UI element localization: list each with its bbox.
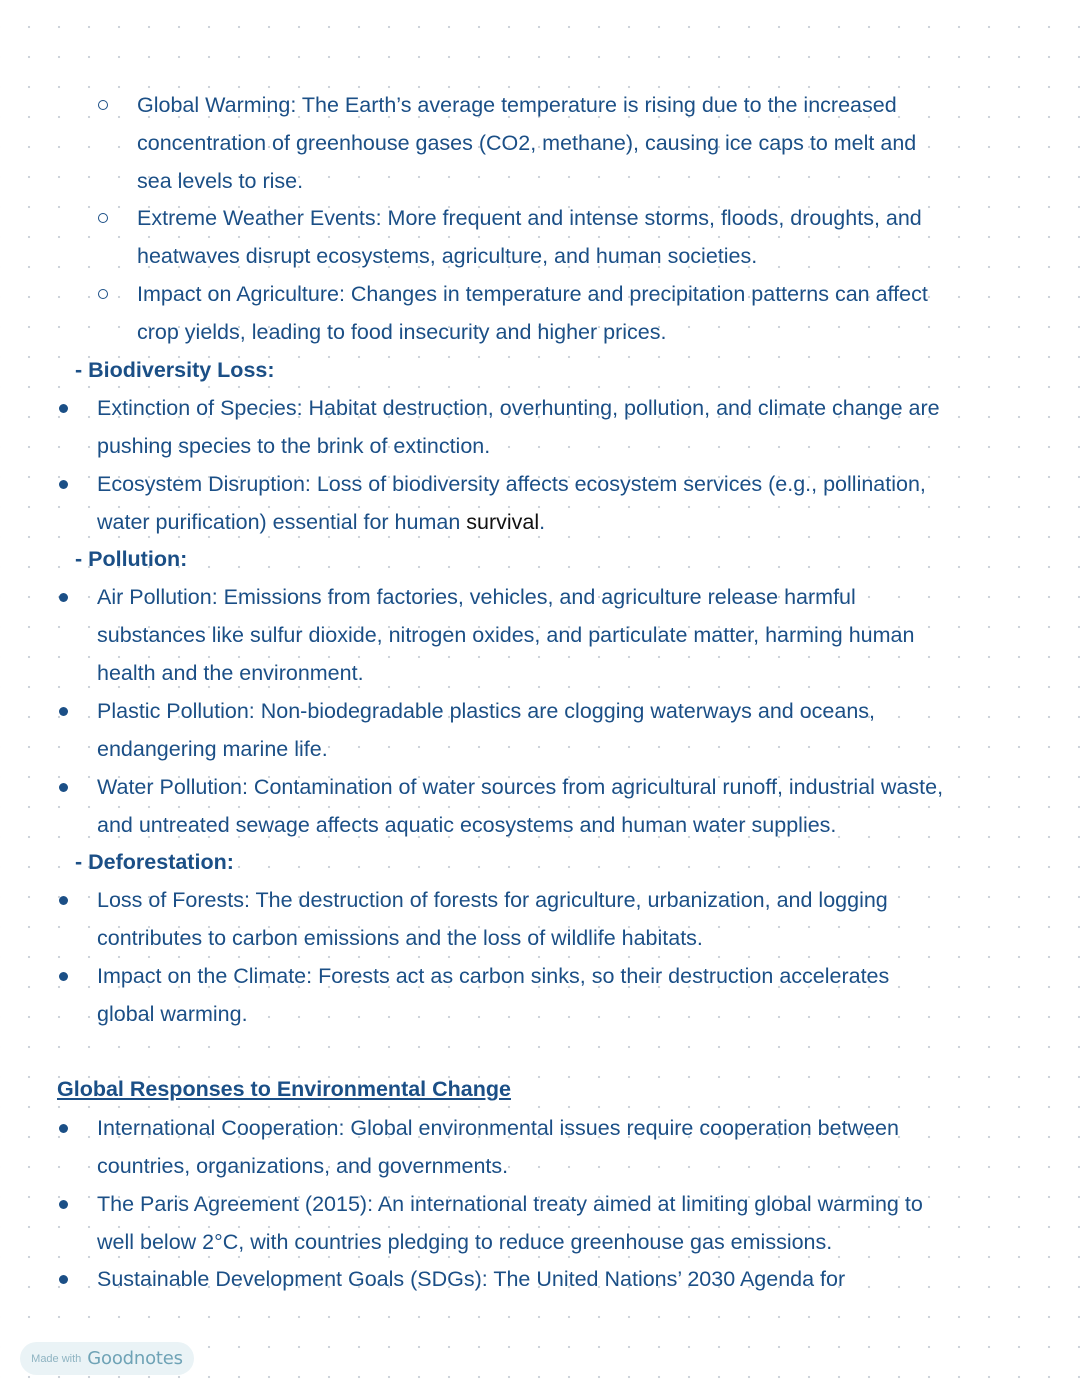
list-item-line: countries, organizations, and governments. <box>97 1154 509 1178</box>
list-item-line: health and the environment. <box>97 661 364 685</box>
section-subtitle-deforestation: - Deforestation: <box>75 850 234 874</box>
list-item-line <box>97 503 545 541</box>
list-item-line: Ecosystem Disruption: Loss of biodiversity affects ecosystem services (e.g., pollination, <box>97 472 926 496</box>
list-item-line: pushing species to the brink of extinction. <box>97 434 491 458</box>
list-item-line: and untreated sewage affects aquatic ecosystems and human water supplies. <box>97 813 837 837</box>
list-item-line: substances like sulfur dioxide, nitrogen oxides, and particulate matter, harming human <box>97 623 915 647</box>
goodnotes-logo: Goodnotes <box>87 1348 183 1369</box>
list-item-line: Global Warming: The Earth’s average temperature is rising due to the increased <box>137 93 897 117</box>
bullet-icon <box>59 972 68 981</box>
list-item-line: contributes to carbon emissions and the loss of wildlife habitats. <box>97 926 703 950</box>
list-item-line: Loss of Forests: The destruction of forests for agriculture, urbanization, and logging <box>97 888 888 912</box>
bullet-icon <box>59 404 68 413</box>
bullet-icon <box>59 896 68 905</box>
list-item-line: global warming. <box>97 1002 248 1026</box>
badge-prefix: Made with <box>31 1352 82 1365</box>
hollow-bullet-icon <box>98 289 108 299</box>
list-item-line: concentration of greenhouse gases (CO2, methane), causing ice caps to melt and <box>137 131 917 155</box>
highlighted-word: survival <box>466 510 540 534</box>
list-item-text: water purification) essential for human <box>97 510 461 534</box>
list-item-line: crop yields, leading to food insecurity and higher prices. <box>137 320 667 344</box>
punctuation: . <box>539 510 546 534</box>
bullet-icon <box>59 593 68 602</box>
list-item-line: Water Pollution: Contamination of water sources from agricultural runoff, industrial waste, <box>97 775 944 799</box>
section-heading: Global Responses to Environmental Change <box>57 1077 511 1101</box>
list-item-line: well below 2°C, with countries pledging to reduce greenhouse gas emissions. <box>97 1230 833 1254</box>
list-item-line: International Cooperation: Global environmental issues require cooperation between <box>97 1116 899 1140</box>
made-with-goodnotes-badge[interactable] <box>20 1342 194 1375</box>
hollow-bullet-icon <box>98 100 108 110</box>
list-item-line: Extreme Weather Events: More frequent and intense storms, floods, droughts, and <box>137 206 922 230</box>
list-item-line: endangering marine life. <box>97 737 328 761</box>
list-item-line: Air Pollution: Emissions from factories, vehicles, and agriculture release harmful <box>97 585 856 609</box>
bullet-icon <box>59 783 68 792</box>
list-item-line: heatwaves disrupt ecosystems, agriculture, and human societies. <box>137 244 758 268</box>
bullet-icon <box>59 1275 68 1284</box>
bullet-icon <box>59 1200 68 1209</box>
list-item-line: Impact on the Climate: Forests act as carbon sinks, so their destruction accelerates <box>97 964 890 988</box>
list-item-line: Sustainable Development Goals (SDGs): The United Nations’ 2030 Agenda for <box>97 1267 846 1291</box>
list-item-line: Extinction of Species: Habitat destruction, overhunting, pollution, and climate change are <box>97 396 940 420</box>
hollow-bullet-icon <box>98 213 108 223</box>
bullet-icon <box>59 707 68 716</box>
list-item-line: sea levels to rise. <box>137 169 304 193</box>
bullet-icon <box>59 1124 68 1133</box>
list-item-line: The Paris Agreement (2015): An international treaty aimed at limiting global warming to <box>97 1192 923 1216</box>
bullet-icon <box>59 480 68 489</box>
section-subtitle-pollution: - Pollution: <box>75 547 188 571</box>
list-item-line: Impact on Agriculture: Changes in temperature and precipitation patterns can affect <box>137 282 928 306</box>
list-item-line: Plastic Pollution: Non-biodegradable plastics are clogging waterways and oceans, <box>97 699 876 723</box>
section-subtitle-biodiversity: - Biodiversity Loss: <box>75 358 275 382</box>
